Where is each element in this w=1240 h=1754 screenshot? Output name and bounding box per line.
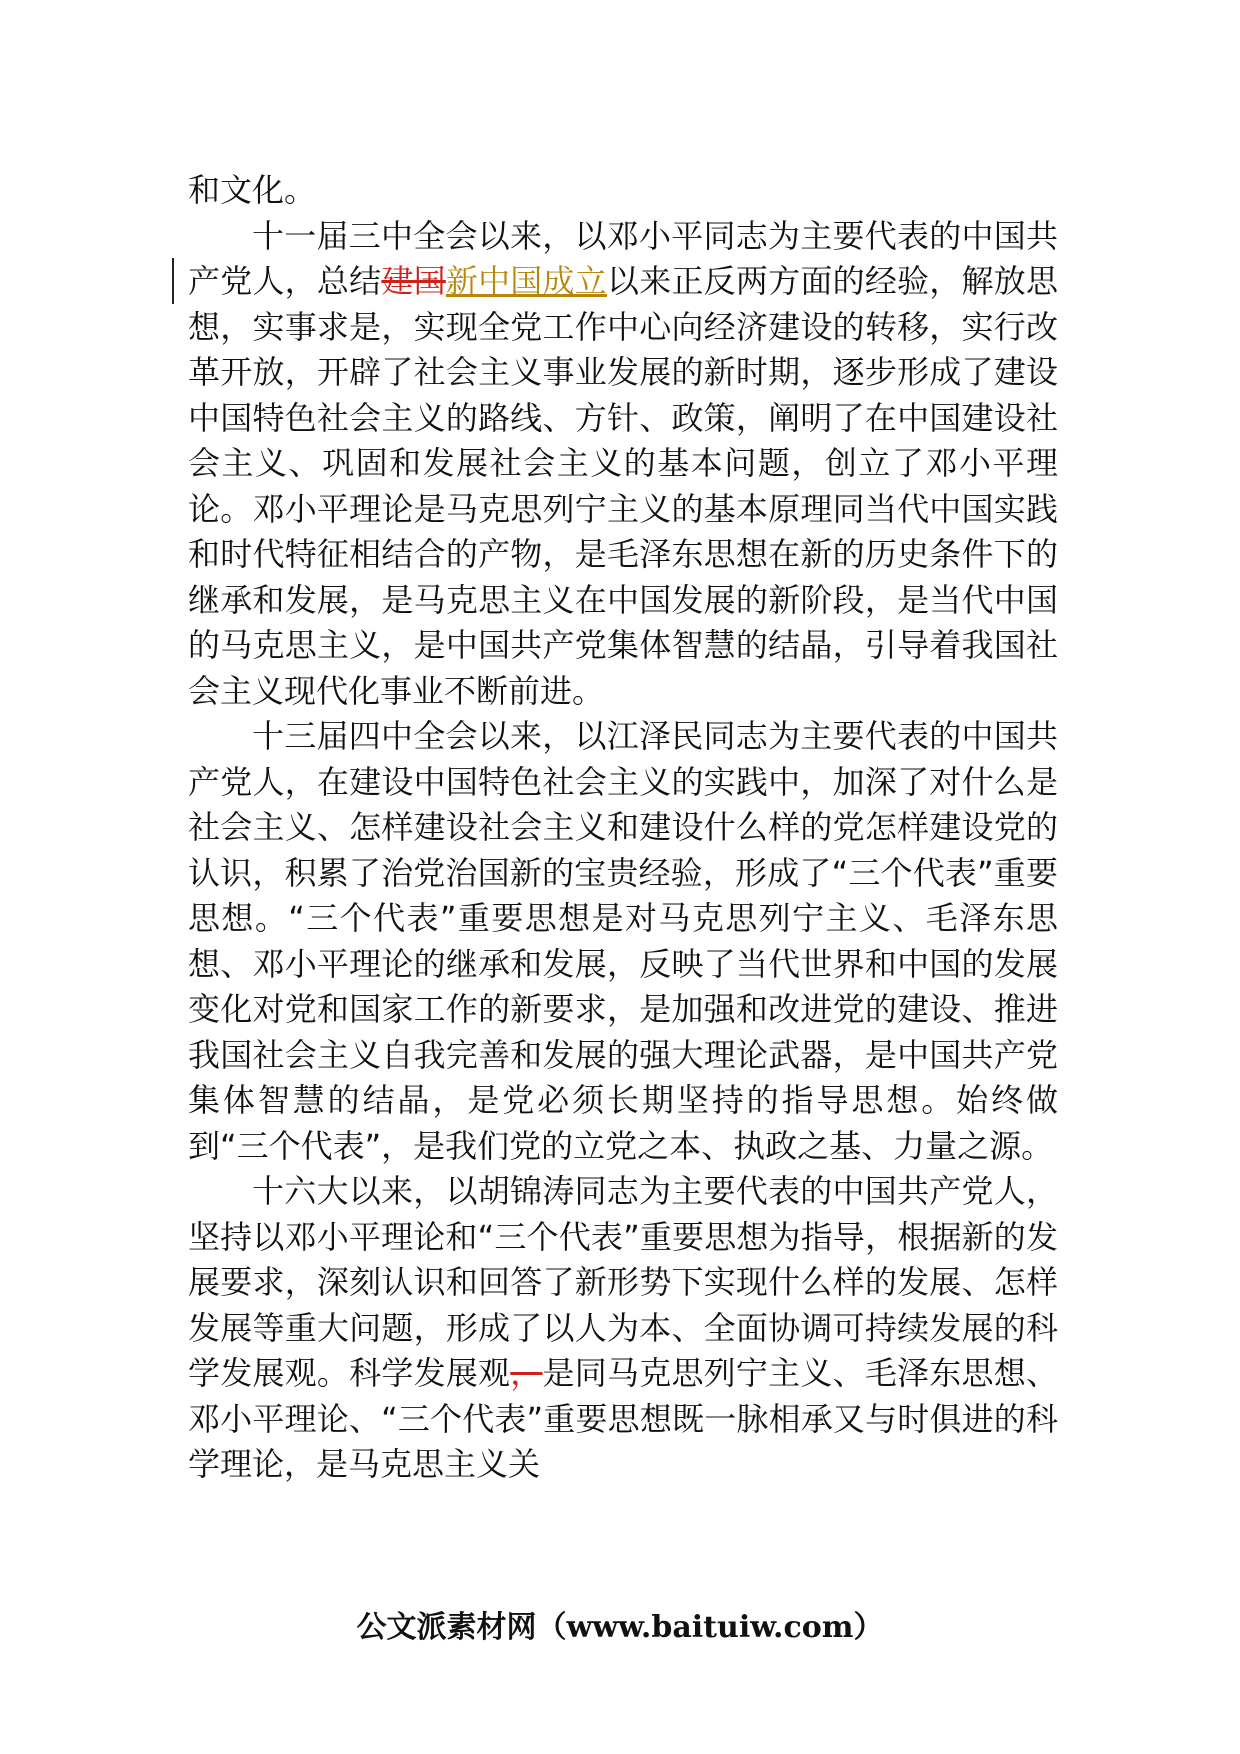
paragraph-1 — [188, 168, 1058, 214]
revision-change-bar — [172, 258, 174, 304]
paragraph-4-text-a: 十六大以来，以胡锦涛同志为主要代表的中国共产党人，坚持以邓小平理论和“三个代表”重要思想为指导，根据新的发展要求，深刻认识和回答了新形势下实现什么样的发展、怎样发展等重大问题，形成了以人为本、全面协调可持续发展的科学发展观。科学发展观 — [188, 1172, 1058, 1392]
inserted-revision-text: 新中国成立 — [445, 262, 607, 300]
document-body — [188, 168, 1058, 1488]
paragraph-4-text-b: 是同马克思列宁主义、毛泽东思想、邓小平理论、“三个代表”重要思想既一脉相承又与时俱进的科学理论，是马克思主义关 — [188, 1354, 1058, 1483]
paragraph-1-text: 和文化。 — [188, 171, 317, 209]
paragraph-2-text-a: 十一届三中全会以来，以邓小平同志为主要代表的中国共产党人，总结 — [188, 216, 1058, 300]
paragraph-2 — [188, 214, 1058, 715]
paragraph-3 — [188, 714, 1058, 1169]
deleted-revision-text: 建国 — [381, 262, 446, 300]
paragraph-4 — [188, 1169, 1058, 1488]
deleted-revision-comma: ， — [510, 1354, 543, 1392]
paragraph-3-text: 十三届四中全会以来，以江泽民同志为主要代表的中国共产党人，在建设中国特色社会主义的实践中，加深了对什么是社会主义、怎样建设社会主义和建设什么样的党怎样建设党的认识，积累了治党治国新的宝贵经验，形成了“三个代表”重要思想。“三个代表”重要思想是对马克思列宁主义、毛泽东思想、邓小平理论的继承和发展，反映了当代世界和中国的发展变化对党和国家工作的新要求，是加强和改进党的建设、推进我国社会主义自我完善和发展的强大理论武器，是中国共产党集体智慧的结晶，是党必须长期坚持的指导思想。始终做到“三个代表”，是我们党的立党之本、执政之基、力量之源。 — [188, 717, 1058, 1165]
paragraph-2-text-b: 以来正反两方面的经验，解放思想，实事求是，实现全党工作中心向经济建设的转移，实行改革开放，开辟了社会主义事业发展的新时期，逐步形成了建设中国特色社会主义的路线、方针、政策，阐明了在中国建设社会主义、巩固和发展社会主义的基本问题，创立了邓小平理论。邓小平理论是马克思列宁主义的基本原理同当代中国实践和时代特征相结合的产物，是毛泽东思想在新的历史条件下的继承和发展，是马克思主义在中国发展的新阶段，是当代中国的马克思主义，是中国共产党集体智慧的结晶，引导着我国社会主义现代化事业不断前进。 — [188, 262, 1058, 710]
footer-watermark: 公文派素材网（www.baituiw.com） — [356, 1610, 884, 1645]
